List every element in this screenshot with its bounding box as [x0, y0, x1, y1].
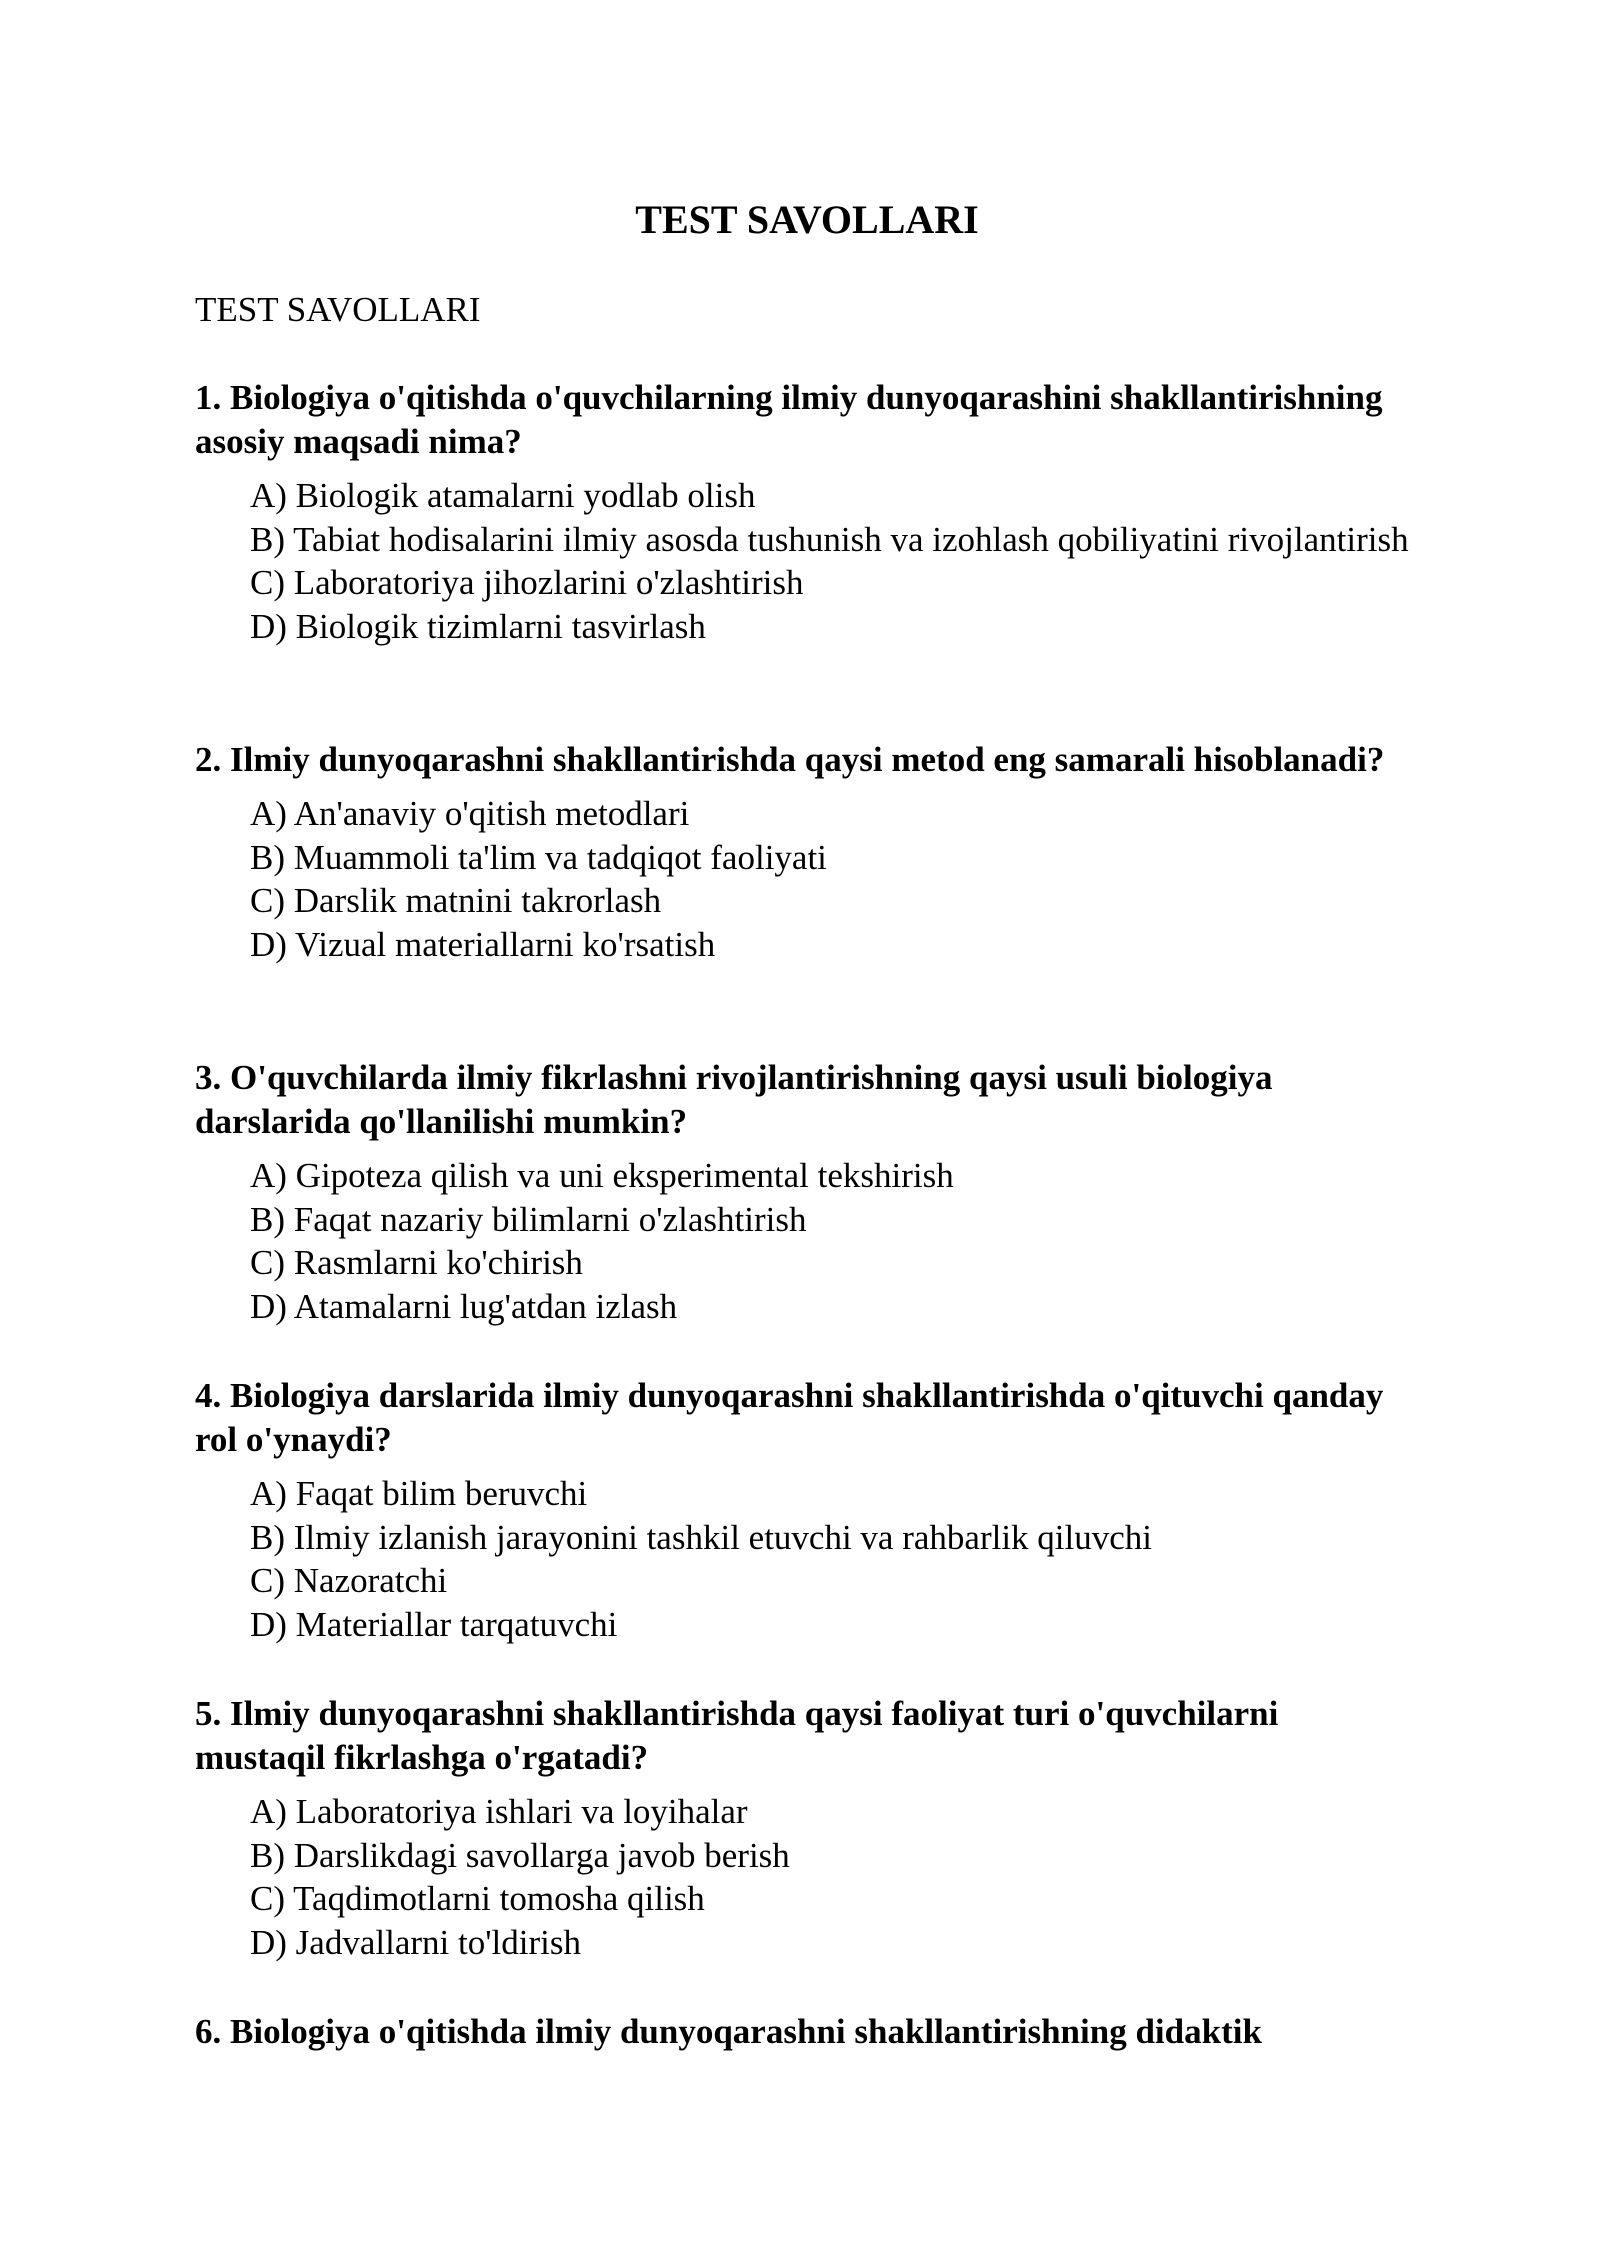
question-5 — [195, 1692, 1415, 1964]
answer-option: B) Darslikdagi savollarga javob berish — [250, 1835, 790, 1875]
question-4 — [195, 1374, 1415, 1646]
question-text: 4. Biologiya darslarida ilmiy dunyoqarashni shakllantirishda o'qituvchi qanday rol o'ynaydi? — [195, 1376, 1384, 1459]
answer-list — [195, 1472, 1415, 1646]
question-3 — [195, 1056, 1415, 1328]
answer-list — [195, 792, 1415, 966]
section-heading: TEST SAVOLLARI — [195, 290, 481, 329]
question-text: 6. Biologiya o'qitishda ilmiy dunyoqarashni shakllantirishning didaktik — [195, 2012, 1262, 2051]
document-title: TEST SAVOLLARI — [635, 197, 979, 242]
answer-option: C) Laboratoriya jihozlarini o'zlashtirish — [250, 563, 804, 602]
question-text: 5. Ilmiy dunyoqarashni shakllantirishda qaysi faoliyat turi o'quvchilarni mustaqil fikrlashga o'rgatadi? — [195, 1694, 1279, 1777]
question-text: 1. Biologiya o'qitishda o'quvchilarning ilmiy dunyoqarashini shakllantirishning asosiy maqsadi nima? — [195, 378, 1383, 461]
answer-list — [195, 1790, 1415, 1964]
answer-option: A) An'anaviy o'qitish metodlari — [250, 794, 690, 833]
answer-option: D) Vizual materiallarni ko'rsatish — [250, 924, 716, 964]
question-6 — [195, 2010, 1415, 2054]
answer-option: B) Faqat nazariy bilimlarni o'zlashtirish — [250, 1199, 807, 1239]
answer-option: C) Nazoratchi — [250, 1561, 448, 1600]
answer-option: D) Materiallar tarqatuvchi — [250, 1604, 618, 1644]
answer-option: A) Biologik atamalarni yodlab olish — [250, 476, 756, 515]
answer-option: D) Jadvallarni to'ldirish — [250, 1922, 581, 1962]
answer-option: B) Ilmiy izlanish jarayonini tashkil etuvchi va rahbarlik qiluvchi — [250, 1517, 1153, 1557]
answer-option: C) Taqdimotlarni tomosha qilish — [250, 1879, 705, 1918]
answer-option: C) Rasmlarni ko'chirish — [250, 1243, 583, 1282]
answer-option: D) Atamalarni lug'atdan izlash — [250, 1286, 678, 1326]
answer-option: A) Faqat bilim beruvchi — [250, 1474, 588, 1513]
answer-option: A) Gipoteza qilish va uni eksperimental tekshirish — [250, 1156, 954, 1195]
question-text: 2. Ilmiy dunyoqarashni shakllantirishda qaysi metod eng samarali hisoblanadi? — [195, 740, 1385, 779]
answer-option: D) Biologik tizimlarni tasvirlash — [250, 606, 706, 646]
answer-list — [195, 1154, 1415, 1328]
answer-option: B) Tabiat hodisalarini ilmiy asosda tushunish va izohlash qobiliyatini rivojlantirish — [250, 519, 1409, 559]
question-text: 3. O'quvchilarda ilmiy fikrlashni rivojlantirishning qaysi usuli biologiya darslarida qo'llanilishi mumkin? — [195, 1058, 1273, 1141]
answer-list — [195, 474, 1415, 648]
question-2 — [195, 738, 1415, 966]
question-1 — [195, 376, 1415, 648]
answer-option: C) Darslik matnini takrorlash — [250, 881, 662, 920]
answer-option: B) Muammoli ta'lim va tadqiqot faoliyati — [250, 837, 827, 877]
answer-option: A) Laboratoriya ishlari va loyihalar — [250, 1792, 748, 1831]
